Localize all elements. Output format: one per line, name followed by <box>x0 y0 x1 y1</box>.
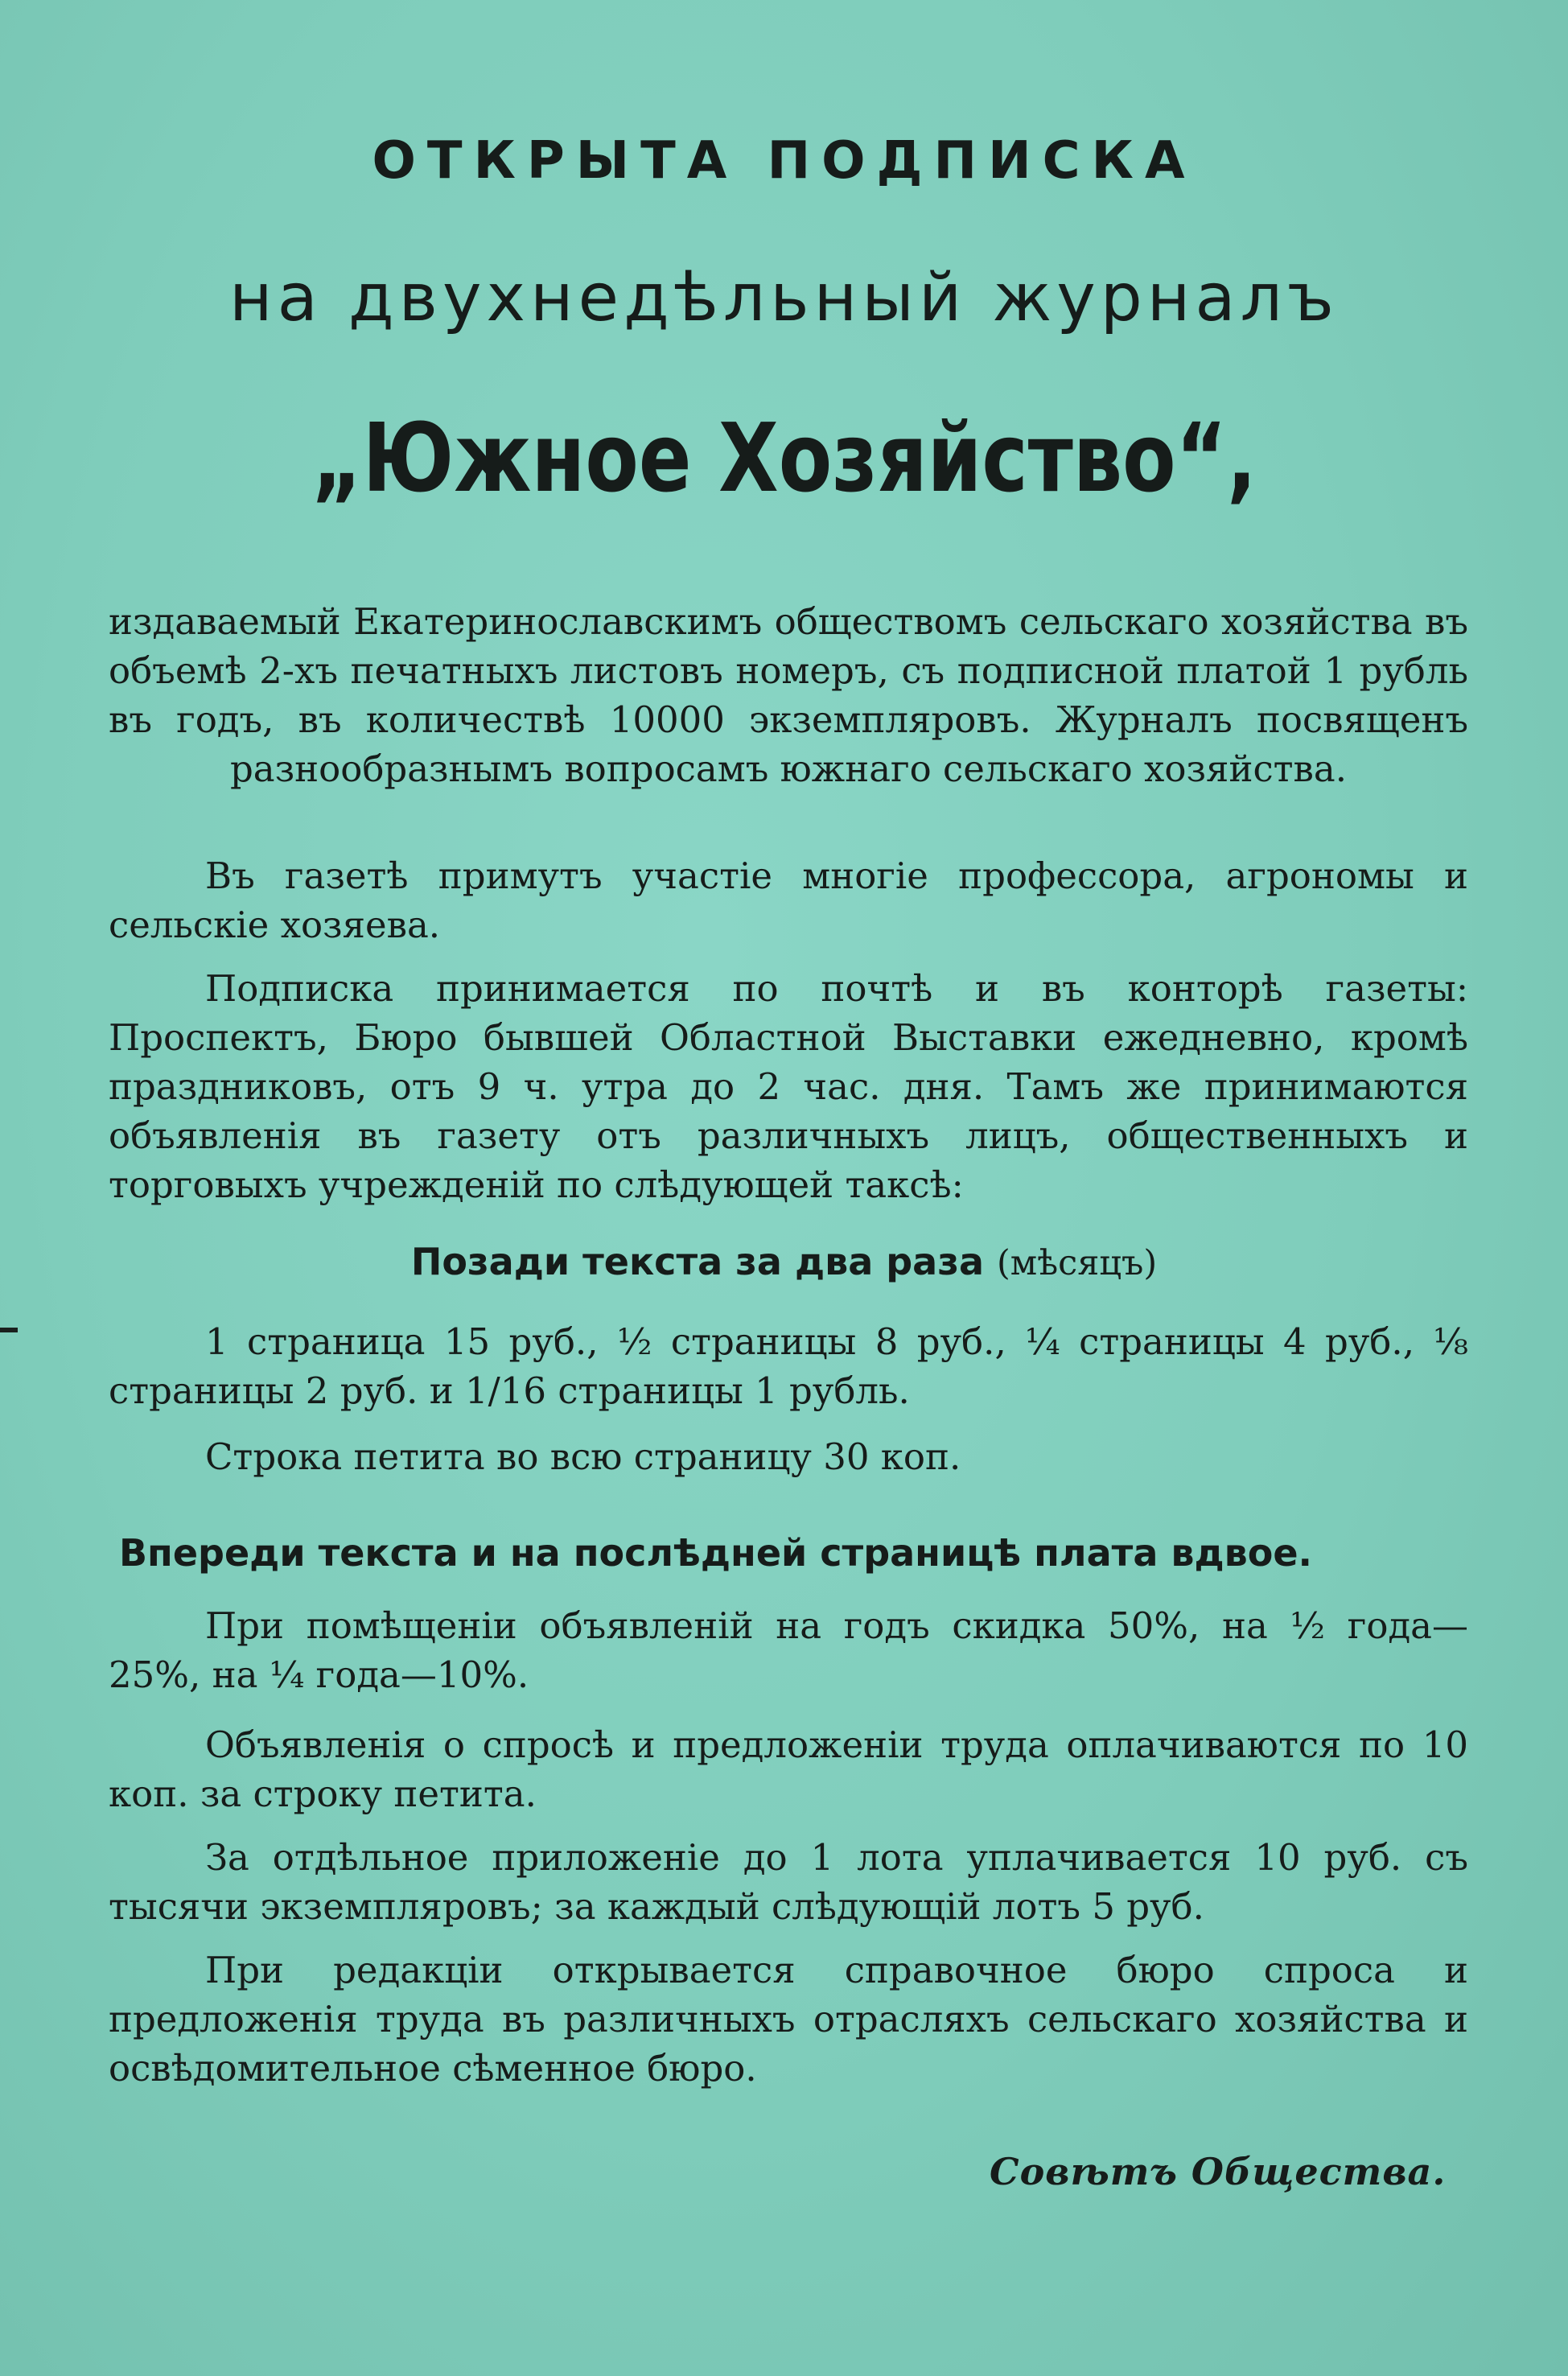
rates-behind-heading <box>0 1240 1568 1283</box>
intro-paragraph: издаваемый Екатеринославскимъ обществомъ сельскаго хозяйства въ объемѣ 2-хъ печатныхъ листовъ номеръ, съ подписной платой 1 рубль въ годъ, въ количествѣ 10000 экземпляровъ. Журналъ посвященъ разнообразнымъ вопросамъ южнаго сельскаго хозяйства. <box>109 600 1468 790</box>
rates-front-heading: Впереди текста и на послѣдней страницѣ плата вдвое. <box>119 1531 1313 1575</box>
contributors-paragraph: Въ газетѣ примутъ участіе многіе профессора, агрономы и сельскіе хозяева. <box>109 854 1468 946</box>
margin-mark <box>0 1328 18 1332</box>
bureau-paragraph: При редакціи открывается справочное бюро спроса и предложенія труда въ различныхъ отрасляхъ сельскаго хозяйства и освѣдомительное сѣменное бюро. <box>109 1949 1468 2090</box>
rates-behind-heading-text: Позади текста за два раза <box>410 1240 984 1283</box>
journal-type: на двухнедѣльный журналъ <box>229 260 1339 336</box>
rates-behind-prices: 1 страница 15 руб., ½ страницы 8 руб., ¼ страницы 4 руб., ⅛ страницы 2 руб. и 1/16 страницы 1 рубль. <box>109 1320 1468 1412</box>
line-price: Строка петита во всю страницу 30 коп. <box>205 1435 961 1478</box>
announcement-heading: ОТКРЫТА ПОДПИСКА <box>372 131 1196 191</box>
inserts-paragraph: За отдѣльное приложеніе до 1 лота уплачивается 10 руб. съ тысячи экземпляровъ; за каждый слѣдующій лотъ 5 руб. <box>109 1836 1468 1928</box>
discount-paragraph: При помѣщеніи объявленій на годъ скидка 50%, на ½ года— 25%, на ¼ года—10%. <box>109 1604 1468 1696</box>
journal-title: „Южное Хозяйство“, <box>311 402 1257 513</box>
signature: Совѣтъ Общества. <box>990 2150 1447 2193</box>
subscription-paragraph: Подписка принимается по почтѣ и въ конторѣ газеты: Проспектъ, Бюро бывшей Областной Выставки ежедневно, кромѣ праздниковъ, отъ 9 ч. утра до 2 час. дня. Тамъ же принимаются объявленія въ газету отъ различныхъ лицъ, общественныхъ и торговыхъ учрежденій по слѣдующей таксѣ: <box>109 967 1468 1206</box>
rates-behind-heading-note: (мѣсяцъ) <box>997 1243 1158 1283</box>
labor-ads-paragraph: Объявленія о спросѣ и предложеніи труда оплачиваются по 10 коп. за строку петита. <box>109 1723 1468 1815</box>
